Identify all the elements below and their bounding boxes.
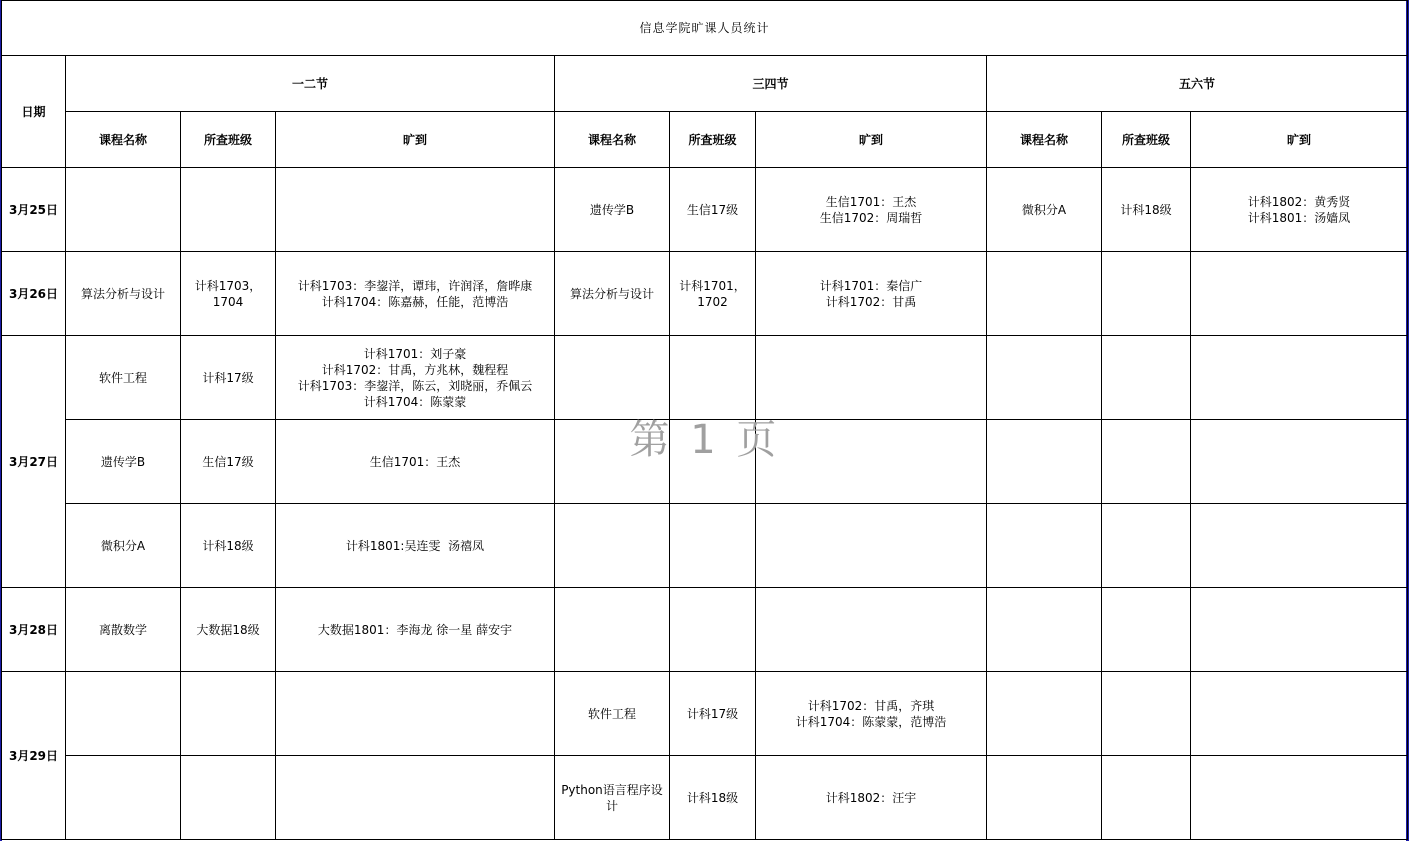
absent-line: 计科1801：汤嫱凤 <box>1247 210 1351 225</box>
table-row <box>2 588 1408 672</box>
absent-line: 计科1703：李鋆洋，陈云，刘晓丽，乔佩云 <box>297 378 533 393</box>
table-row <box>2 168 1408 252</box>
table-row <box>2 252 1408 336</box>
course-line: 计 <box>605 798 618 813</box>
class-cell <box>1102 420 1191 504</box>
absent-cell <box>756 672 987 756</box>
absent-cell <box>756 168 987 252</box>
date-cell: 3月28日 <box>2 588 66 672</box>
table-row <box>2 420 1408 504</box>
course-cell: 算法分析与设计 <box>66 252 181 336</box>
table-row <box>2 756 1408 840</box>
absent-line: 计科1701：刘子豪 <box>363 346 467 361</box>
date-cell: 3月29日 <box>2 672 66 840</box>
class-cell: 生信17级 <box>181 420 276 504</box>
absent-cell <box>276 168 555 252</box>
absent-cell <box>756 504 987 588</box>
absent-line: 计科1802：黄秀贤 <box>1247 194 1351 209</box>
absent-cell: 生信1701：王杰 <box>276 420 555 504</box>
page-watermark: 第 1 页 <box>629 417 781 463</box>
class-cell <box>181 168 276 252</box>
class-cell: 计科17级 <box>181 336 276 420</box>
absent-header: 旷到 <box>276 112 555 168</box>
class-cell <box>181 756 276 840</box>
absent-cell <box>1191 588 1408 672</box>
course-header: 课程名称 <box>555 112 670 168</box>
course-cell <box>66 756 181 840</box>
class-cell <box>1102 252 1191 336</box>
absent-line: 计科1702：甘禹，方兆林，魏程程 <box>321 362 509 377</box>
absent-cell <box>1191 336 1408 420</box>
course-cell <box>987 420 1102 504</box>
course-cell: 微积分A <box>987 168 1102 252</box>
course-header: 课程名称 <box>987 112 1102 168</box>
absent-cell <box>276 756 555 840</box>
course-cell <box>555 336 670 420</box>
table-row <box>2 336 1408 420</box>
section-header-1-2: 一二节 <box>66 56 555 112</box>
class-cell: 计科17级 <box>670 672 756 756</box>
class-line: 1704 <box>212 294 244 309</box>
class-header: 所查班级 <box>1102 112 1191 168</box>
class-cell <box>670 336 756 420</box>
class-cell <box>670 252 756 336</box>
absent-line: 生信1701：王杰 <box>825 194 917 209</box>
table-row <box>2 672 1408 756</box>
absent-cell: 计科1801:吴连雯 汤禧凤 <box>276 504 555 588</box>
course-cell <box>987 588 1102 672</box>
course-cell <box>987 504 1102 588</box>
course-line: Python语言程序设 <box>561 782 663 797</box>
course-cell <box>555 756 670 840</box>
date-cell: 3月25日 <box>2 168 66 252</box>
class-cell: 生信17级 <box>670 168 756 252</box>
course-cell <box>987 252 1102 336</box>
absent-cell <box>756 252 987 336</box>
absent-header: 旷到 <box>756 112 987 168</box>
absent-cell <box>1191 756 1408 840</box>
course-cell <box>66 672 181 756</box>
class-header: 所查班级 <box>181 112 276 168</box>
absent-line: 计科1701：秦信广 <box>819 278 923 293</box>
absent-line: 计科1704：陈蒙蒙 <box>363 394 467 409</box>
absent-cell <box>756 420 987 504</box>
class-line: 1702 <box>697 294 728 309</box>
course-cell: 离散数学 <box>66 588 181 672</box>
absent-cell <box>1191 504 1408 588</box>
class-line: 计科1701， <box>679 278 746 293</box>
absent-cell <box>1191 420 1408 504</box>
course-header: 课程名称 <box>66 112 181 168</box>
absent-line: 计科1702：甘禹 <box>825 294 917 309</box>
course-cell: 微积分A <box>66 504 181 588</box>
class-header: 所查班级 <box>670 112 756 168</box>
date-cell: 3月26日 <box>2 252 66 336</box>
class-cell <box>1102 672 1191 756</box>
absent-cell <box>1191 168 1408 252</box>
course-cell <box>555 420 670 504</box>
course-cell: 软件工程 <box>555 672 670 756</box>
absent-cell: 大数据1801：李海龙 徐一星 薛安宇 <box>276 588 555 672</box>
absent-cell <box>756 336 987 420</box>
class-cell <box>1102 504 1191 588</box>
section-header-5-6: 五六节 <box>987 56 1408 112</box>
course-cell <box>987 336 1102 420</box>
class-cell <box>181 672 276 756</box>
course-cell: 软件工程 <box>66 336 181 420</box>
class-cell <box>670 504 756 588</box>
absent-cell <box>1191 252 1408 336</box>
absent-cell <box>276 672 555 756</box>
course-cell: 算法分析与设计 <box>555 252 670 336</box>
class-cell <box>1102 336 1191 420</box>
class-cell <box>670 420 756 504</box>
absent-header: 旷到 <box>1191 112 1408 168</box>
course-cell <box>987 672 1102 756</box>
class-cell <box>181 252 276 336</box>
absent-cell <box>1191 672 1408 756</box>
course-cell <box>555 588 670 672</box>
course-cell <box>555 504 670 588</box>
class-cell: 计科18级 <box>1102 168 1191 252</box>
class-cell: 计科18级 <box>181 504 276 588</box>
class-cell <box>1102 756 1191 840</box>
absent-line: 计科1704：陈蒙蒙，范博浩 <box>795 714 947 729</box>
absent-cell: 计科1802：汪宇 <box>756 756 987 840</box>
attendance-table <box>1 0 1408 840</box>
course-cell <box>66 168 181 252</box>
class-cell <box>1102 588 1191 672</box>
course-cell <box>987 756 1102 840</box>
class-line: 计科1703， <box>194 278 262 293</box>
absent-cell <box>276 336 555 420</box>
absent-line: 计科1703：李鋆洋，谭玮，许润泽，詹晔康 <box>297 278 533 293</box>
date-header: 日期 <box>2 56 66 168</box>
absent-line: 计科1704：陈嘉赫，任能，范博浩 <box>321 294 509 309</box>
table-row <box>2 504 1408 588</box>
absent-cell <box>276 252 555 336</box>
sheet-title: 信息学院旷课人员统计 <box>2 1 1408 56</box>
course-cell: 遗传学B <box>66 420 181 504</box>
class-cell: 大数据18级 <box>181 588 276 672</box>
section-header-3-4: 三四节 <box>555 56 987 112</box>
absent-line: 生信1702：周瑞哲 <box>819 210 923 225</box>
absent-line: 计科1702：甘禹，齐琪 <box>807 698 935 713</box>
class-cell: 计科18级 <box>670 756 756 840</box>
absent-cell <box>756 588 987 672</box>
class-cell <box>670 588 756 672</box>
date-cell: 3月27日 <box>2 336 66 588</box>
course-cell: 遗传学B <box>555 168 670 252</box>
